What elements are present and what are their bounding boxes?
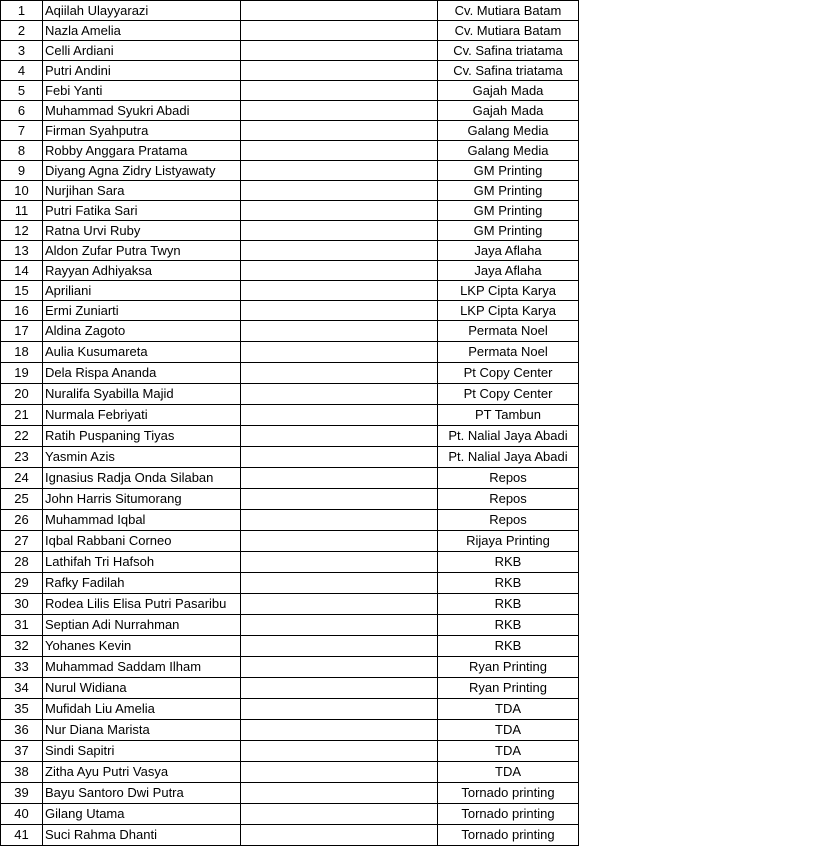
row-number-cell[interactable]: 28: [1, 552, 43, 573]
empty-cell[interactable]: [241, 221, 438, 241]
company-cell[interactable]: TDA: [438, 762, 579, 783]
empty-cell[interactable]: [241, 699, 438, 720]
row-number-cell[interactable]: 17: [1, 321, 43, 342]
name-cell[interactable]: Muhammad Iqbal: [43, 510, 241, 531]
company-cell[interactable]: Gajah Mada: [438, 81, 579, 101]
company-cell[interactable]: Repos: [438, 468, 579, 489]
company-cell[interactable]: TDA: [438, 699, 579, 720]
company-cell[interactable]: GM Printing: [438, 161, 579, 181]
company-cell[interactable]: PT Tambun: [438, 405, 579, 426]
empty-cell[interactable]: [241, 61, 438, 81]
empty-cell[interactable]: [241, 825, 438, 846]
name-cell[interactable]: Aldina Zagoto: [43, 321, 241, 342]
name-cell[interactable]: Gilang Utama: [43, 804, 241, 825]
name-cell[interactable]: Nurul Widiana: [43, 678, 241, 699]
row-number-cell[interactable]: 34: [1, 678, 43, 699]
name-cell[interactable]: Sindi Sapitri: [43, 741, 241, 762]
table-row: [1, 384, 579, 405]
row-number-cell[interactable]: 9: [1, 161, 43, 181]
company-cell[interactable]: LKP Cipta Karya: [438, 281, 579, 301]
table-row: [1, 678, 579, 699]
name-cell[interactable]: Yohanes Kevin: [43, 636, 241, 657]
empty-cell[interactable]: [241, 384, 438, 405]
table-row: [1, 181, 579, 201]
empty-cell[interactable]: [241, 447, 438, 468]
company-cell[interactable]: Jaya Aflaha: [438, 261, 579, 281]
name-cell[interactable]: Ignasius Radja Onda Silaban: [43, 468, 241, 489]
name-cell[interactable]: Bayu Santoro Dwi Putra: [43, 783, 241, 804]
table-row: [1, 141, 579, 161]
empty-cell[interactable]: [241, 636, 438, 657]
table-row: [1, 321, 579, 342]
empty-cell[interactable]: [241, 594, 438, 615]
empty-cell[interactable]: [241, 552, 438, 573]
table-row: [1, 363, 579, 384]
row-number-cell[interactable]: 10: [1, 181, 43, 201]
empty-cell[interactable]: [241, 573, 438, 594]
company-cell[interactable]: Repos: [438, 510, 579, 531]
company-cell[interactable]: Pt. Nalial Jaya Abadi: [438, 447, 579, 468]
name-cell[interactable]: Firman Syahputra: [43, 121, 241, 141]
company-cell[interactable]: LKP Cipta Karya: [438, 301, 579, 321]
empty-cell[interactable]: [241, 101, 438, 121]
empty-cell[interactable]: [241, 783, 438, 804]
empty-cell[interactable]: [241, 678, 438, 699]
company-cell[interactable]: Galang Media: [438, 141, 579, 161]
name-cell[interactable]: Diyang Agna Zidry Listyawaty: [43, 161, 241, 181]
table-row: [1, 281, 579, 301]
empty-cell[interactable]: [241, 657, 438, 678]
table-row: [1, 762, 579, 783]
empty-cell[interactable]: [241, 762, 438, 783]
row-number-cell[interactable]: 21: [1, 405, 43, 426]
empty-cell[interactable]: [241, 301, 438, 321]
company-cell[interactable]: Tornado printing: [438, 804, 579, 825]
row-number-cell[interactable]: 41: [1, 825, 43, 846]
row-number-cell[interactable]: 30: [1, 594, 43, 615]
name-cell[interactable]: Dela Rispa Ananda: [43, 363, 241, 384]
table-row: [1, 720, 579, 741]
name-cell[interactable]: Putri Fatika Sari: [43, 201, 241, 221]
table-row: [1, 101, 579, 121]
empty-cell[interactable]: [241, 489, 438, 510]
name-cell[interactable]: Aldon Zufar Putra Twyn: [43, 241, 241, 261]
row-number-cell[interactable]: 15: [1, 281, 43, 301]
row-number-cell[interactable]: 39: [1, 783, 43, 804]
empty-cell[interactable]: [241, 181, 438, 201]
name-cell[interactable]: Lathifah Tri Hafsoh: [43, 552, 241, 573]
name-cell[interactable]: Nazla Amelia: [43, 21, 241, 41]
table-row: [1, 468, 579, 489]
name-cell[interactable]: Nurjihan Sara: [43, 181, 241, 201]
table-row: [1, 657, 579, 678]
company-cell[interactable]: Pt. Nalial Jaya Abadi: [438, 426, 579, 447]
row-number-cell[interactable]: 2: [1, 21, 43, 41]
table-row: [1, 342, 579, 363]
empty-cell[interactable]: [241, 241, 438, 261]
empty-cell[interactable]: [241, 363, 438, 384]
row-number-cell[interactable]: 22: [1, 426, 43, 447]
company-cell[interactable]: Ryan Printing: [438, 657, 579, 678]
empty-cell[interactable]: [241, 81, 438, 101]
row-number-cell[interactable]: 7: [1, 121, 43, 141]
name-cell[interactable]: Ratih Puspaning Tiyas: [43, 426, 241, 447]
row-number-cell[interactable]: 38: [1, 762, 43, 783]
empty-cell[interactable]: [241, 161, 438, 181]
table-row: [1, 510, 579, 531]
empty-cell[interactable]: [241, 321, 438, 342]
company-cell[interactable]: Pt Copy Center: [438, 384, 579, 405]
table-row: [1, 201, 579, 221]
company-cell[interactable]: Ryan Printing: [438, 678, 579, 699]
name-cell[interactable]: Rayyan Adhiyaksa: [43, 261, 241, 281]
name-cell[interactable]: Muhammad Saddam Ilham: [43, 657, 241, 678]
row-number-cell[interactable]: 36: [1, 720, 43, 741]
name-cell[interactable]: Rafky Fadilah: [43, 573, 241, 594]
company-cell[interactable]: Galang Media: [438, 121, 579, 141]
table-row: [1, 531, 579, 552]
table-row: [1, 552, 579, 573]
company-cell[interactable]: Tornado printing: [438, 825, 579, 846]
empty-cell[interactable]: [241, 804, 438, 825]
row-number-cell[interactable]: 12: [1, 221, 43, 241]
row-number-cell[interactable]: 5: [1, 81, 43, 101]
table-row: [1, 261, 579, 281]
row-number-cell[interactable]: 35: [1, 699, 43, 720]
company-cell[interactable]: Gajah Mada: [438, 101, 579, 121]
company-cell[interactable]: Cv. Safina triatama: [438, 61, 579, 81]
company-cell[interactable]: GM Printing: [438, 201, 579, 221]
table-row: [1, 699, 579, 720]
empty-cell[interactable]: [241, 741, 438, 762]
name-cell[interactable]: Ratna Urvi Ruby: [43, 221, 241, 241]
company-cell[interactable]: Cv. Mutiara Batam: [438, 21, 579, 41]
empty-cell[interactable]: [241, 510, 438, 531]
table-row: [1, 804, 579, 825]
name-cell[interactable]: Suci Rahma Dhanti: [43, 825, 241, 846]
table-row: [1, 825, 579, 846]
empty-cell[interactable]: [241, 1, 438, 21]
row-number-cell[interactable]: 14: [1, 261, 43, 281]
row-number-cell[interactable]: 37: [1, 741, 43, 762]
company-cell[interactable]: RKB: [438, 615, 579, 636]
name-cell[interactable]: Muhammad Syukri Abadi: [43, 101, 241, 121]
empty-cell[interactable]: [241, 261, 438, 281]
table-row: [1, 61, 579, 81]
empty-cell[interactable]: [241, 342, 438, 363]
company-cell[interactable]: Cv. Safina triatama: [438, 41, 579, 61]
company-cell[interactable]: Permata Noel: [438, 321, 579, 342]
table-row: [1, 783, 579, 804]
empty-cell[interactable]: [241, 281, 438, 301]
row-number-cell[interactable]: 23: [1, 447, 43, 468]
company-cell[interactable]: Permata Noel: [438, 342, 579, 363]
row-number-cell[interactable]: 16: [1, 301, 43, 321]
name-cell[interactable]: Ermi Zuniarti: [43, 301, 241, 321]
table-row: [1, 221, 579, 241]
row-number-cell[interactable]: 27: [1, 531, 43, 552]
company-cell[interactable]: TDA: [438, 720, 579, 741]
table-row: [1, 573, 579, 594]
table-row: [1, 741, 579, 762]
row-number-cell[interactable]: 40: [1, 804, 43, 825]
name-cell[interactable]: Nuralifa Syabilla Majid: [43, 384, 241, 405]
empty-cell[interactable]: [241, 615, 438, 636]
table-row: [1, 21, 579, 41]
empty-cell[interactable]: [241, 720, 438, 741]
table-row: [1, 41, 579, 61]
row-number-cell[interactable]: 4: [1, 61, 43, 81]
row-number-cell[interactable]: 6: [1, 101, 43, 121]
name-cell[interactable]: Robby Anggara Pratama: [43, 141, 241, 161]
empty-cell[interactable]: [241, 41, 438, 61]
row-number-cell[interactable]: 11: [1, 201, 43, 221]
name-cell[interactable]: Zitha Ayu Putri Vasya: [43, 762, 241, 783]
row-number-cell[interactable]: 18: [1, 342, 43, 363]
name-cell[interactable]: Nur Diana Marista: [43, 720, 241, 741]
company-cell[interactable]: Tornado printing: [438, 783, 579, 804]
row-number-cell[interactable]: 20: [1, 384, 43, 405]
table-row: [1, 121, 579, 141]
table-row: [1, 1, 579, 21]
name-cell[interactable]: Aqiilah Ulayyarazi: [43, 1, 241, 21]
table-row: [1, 636, 579, 657]
empty-cell[interactable]: [241, 405, 438, 426]
company-cell[interactable]: RKB: [438, 594, 579, 615]
name-cell[interactable]: Apriliani: [43, 281, 241, 301]
name-cell[interactable]: Iqbal Rabbani Corneo: [43, 531, 241, 552]
company-cell[interactable]: Pt Copy Center: [438, 363, 579, 384]
company-cell[interactable]: Repos: [438, 489, 579, 510]
table-row: [1, 241, 579, 261]
name-cell[interactable]: Aulia Kusumareta: [43, 342, 241, 363]
name-cell[interactable]: Mufidah Liu Amelia: [43, 699, 241, 720]
row-number-cell[interactable]: 31: [1, 615, 43, 636]
company-cell[interactable]: RKB: [438, 573, 579, 594]
name-cell[interactable]: Celli Ardiani: [43, 41, 241, 61]
row-number-cell[interactable]: 13: [1, 241, 43, 261]
empty-cell[interactable]: [241, 141, 438, 161]
company-cell[interactable]: TDA: [438, 741, 579, 762]
table-row: [1, 426, 579, 447]
row-number-cell[interactable]: 8: [1, 141, 43, 161]
row-number-cell[interactable]: 24: [1, 468, 43, 489]
table-body: [1, 1, 579, 846]
row-number-cell[interactable]: 33: [1, 657, 43, 678]
empty-cell[interactable]: [241, 121, 438, 141]
row-number-cell[interactable]: 29: [1, 573, 43, 594]
table-row: [1, 405, 579, 426]
company-cell[interactable]: Jaya Aflaha: [438, 241, 579, 261]
empty-cell[interactable]: [241, 201, 438, 221]
table-row: [1, 301, 579, 321]
table-row: [1, 594, 579, 615]
table-row: [1, 81, 579, 101]
row-number-cell[interactable]: 19: [1, 363, 43, 384]
row-number-cell[interactable]: 1: [1, 1, 43, 21]
name-cell[interactable]: Putri Andini: [43, 61, 241, 81]
table-row: [1, 447, 579, 468]
empty-cell[interactable]: [241, 426, 438, 447]
empty-cell[interactable]: [241, 468, 438, 489]
name-cell[interactable]: Nurmala Febriyati: [43, 405, 241, 426]
empty-cell[interactable]: [241, 21, 438, 41]
row-number-cell[interactable]: 25: [1, 489, 43, 510]
name-cell[interactable]: Rodea Lilis Elisa Putri Pasaribu: [43, 594, 241, 615]
name-cell[interactable]: Yasmin Azis: [43, 447, 241, 468]
row-number-cell[interactable]: 32: [1, 636, 43, 657]
row-number-cell[interactable]: 26: [1, 510, 43, 531]
name-cell[interactable]: Febi Yanti: [43, 81, 241, 101]
table-row: [1, 489, 579, 510]
company-cell[interactable]: GM Printing: [438, 221, 579, 241]
name-cell[interactable]: John Harris Situmorang: [43, 489, 241, 510]
company-cell[interactable]: RKB: [438, 552, 579, 573]
company-cell[interactable]: Cv. Mutiara Batam: [438, 1, 579, 21]
empty-cell[interactable]: [241, 531, 438, 552]
name-cell[interactable]: Septian Adi Nurrahman: [43, 615, 241, 636]
table-row: [1, 615, 579, 636]
company-cell[interactable]: Rijaya Printing: [438, 531, 579, 552]
company-cell[interactable]: RKB: [438, 636, 579, 657]
row-number-cell[interactable]: 3: [1, 41, 43, 61]
company-cell[interactable]: GM Printing: [438, 181, 579, 201]
table-row: [1, 161, 579, 181]
